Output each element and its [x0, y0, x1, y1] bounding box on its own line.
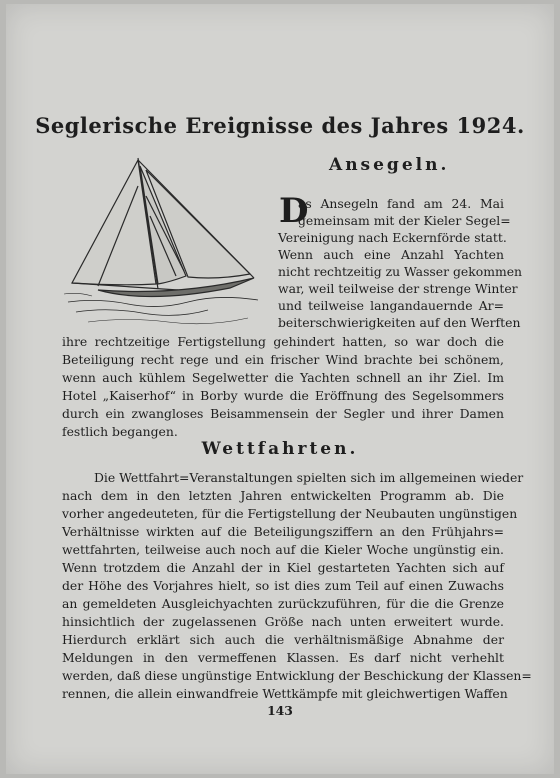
text-line: Beteiligung recht rege und ein frischer Wind brachte bei schönem,: [62, 352, 504, 367]
text-line: durch ein zwangloses Beisammensein der Segler und ihrer Damen: [62, 406, 504, 421]
text-line: vorher angedeuteten, für die Fertigstellung der Neubauten ungünstigen: [62, 506, 518, 521]
text-line: Meldungen in den vermeffenen Klassen. Es darf nicht verhehlt: [62, 650, 504, 665]
text-line: rennen, die allein einwandfreie Wettkämpfe mit gleichwertigen Waffen: [62, 686, 508, 701]
text-line: Wenn auch eine Anzahl Yachten: [278, 247, 504, 262]
text-line: nach dem in den letzten Jahren entwickelten Programm ab. Die: [62, 488, 504, 503]
text-line: nicht rechtzeitig zu Wasser gekommen: [278, 264, 523, 279]
text-line: werden, daß diese ungünstige Entwicklung der Beschickung der Klassen=: [62, 668, 532, 683]
text-line: Hotel „Kaiserhof“ in Borby wurde die Eröffnung des Segelsommers: [62, 388, 504, 403]
text-line: an gemeldeten Ausgleichyachten zurückzuführen, für die die Grenze: [62, 596, 504, 611]
text-line: beiterschwierigkeiten auf den Werften: [278, 315, 521, 330]
text-line: Verhältnisse wirkten auf die Beteiligungsziffern an den Frühjahrs=: [62, 524, 504, 539]
text-line: wettfahrten, teilweise auch noch auf die Kieler Woche ungünstig ein.: [62, 542, 504, 557]
heading-ansegeln: Ansegeln.: [329, 155, 450, 175]
text-line: war, weil teilweise der strenge Winter: [278, 281, 518, 296]
page-title: Seglerische Ereignisse des Jahres 1924.: [35, 113, 525, 138]
page-number: 143: [267, 703, 293, 718]
text-line: hinsichtlich der zugelassenen Größe nach unten erweitert wurde.: [62, 614, 504, 629]
text-line: der Höhe des Vorjahres hielt, so ist dies zum Teil auf einen Zuwachs: [62, 578, 504, 593]
text-line: as Ansegeln fand am 24. Mai: [298, 196, 504, 211]
text-line: Wenn trotzdem die Anzahl der in Kiel gestarteten Yachten sich auf: [62, 560, 504, 575]
text-line: Vereinigung nach Eckernförde statt.: [278, 230, 507, 245]
text-line: gemeinsam mit der Kieler Segel=: [298, 213, 511, 228]
text-line: wenn auch kühlem Segelwetter die Yachten schnell an ihr Ziel. Im: [62, 370, 504, 385]
text-line: festlich begangen.: [62, 424, 178, 439]
text-line: Hierdurch erklärt sich auch die verhältnismäßige Abnahme der: [62, 632, 504, 647]
text-line: Die Wettfahrt=Veranstaltungen spielten sich im allgemeinen wieder: [94, 470, 524, 485]
sailboat-illustration: [58, 156, 268, 338]
text-line: und teilweise langandauernde Ar=: [278, 298, 504, 313]
drop-cap: D: [279, 191, 309, 231]
text-line: ihre rechtzeitige Fertigstellung gehindert hatten, so war doch die: [62, 334, 504, 349]
heading-wettfahrten: Wettfahrten.: [201, 439, 359, 459]
